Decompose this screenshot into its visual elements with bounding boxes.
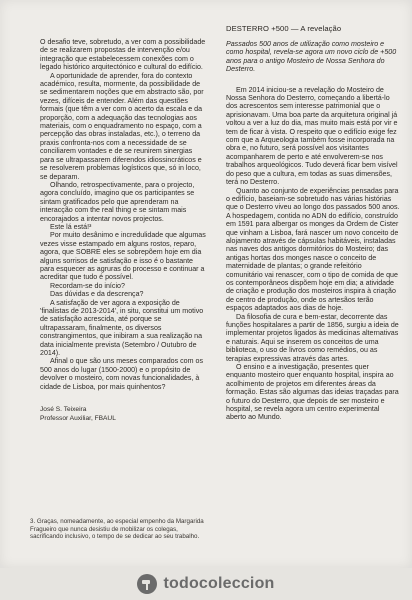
left-paragraph: Recordam-se do início? — [50, 281, 125, 290]
left-column — [40, 38, 208, 423]
author-signature — [40, 405, 208, 423]
lead-paragraph: Passados 500 anos de utilização como mosteiro e como hospital, revela-se agora um novo ciclo de +500 anos para o antigo Mosteiro de Nossa Senhora do Desterro. — [226, 40, 397, 74]
right-paragraph: Da filosofia de cura e bem-estar, decorrente das funções hospitalares a partir de 1856, surgiu a ideia de implementar projetos ligados às medicinas alternativas e naturais. Aqui se inserem os conceitos de uma biblioteca, o uso de livros como remédios, ou as terapias expressivas através das artes. — [226, 312, 399, 363]
author-name: José S. Teixeira — [40, 406, 87, 414]
right-paragraph: Quanto ao conjunto de experiências pensadas para o edifício, baseiam-se sobretudo nas várias histórias que o Desterro viveu ao longo dos passados 500 anos. A hospedagem, contida no ADN do edifício, construído em 1591 para albergar os monges da Ordem de Cister que vinham a Lisboa, fará nascer um novo conceito de alojamento através de cápsulas habitáveis, instaladas nas naves dos antigos dormitórios do Mosteiro; das antigas hortas dos monges nasce o conceito de maternidade de plantas; o grande refeitório comunitário vai renascer, com o tipo de comida de que os contemporâneos dispõem hoje em dia; a atividade de criação e produção dos mosteiros inspira à criação de centro de produção, onde os artesãos terão espaços adaptados aos dias de hoje. — [226, 186, 400, 313]
author-role: Professor Auxiliar, FBAUL — [40, 415, 116, 423]
right-paragraph: O ensino e a investigação, presentes quer enquanto mosteiro quer enquanto hospital, inspira ao acolhimento de projetos em diferentes áreas da formação. Estas são algumas das ideias traçadas para o futuro do Desterro, que depois de ser mosteiro e hospital, se revela agora um centro experimental aberto ao Mundo. — [226, 363, 399, 422]
running-header: DESTERRO +500 — A revelação — [226, 24, 342, 33]
left-paragraph: A satisfação de ver agora a exposição de 'finalistas de 2013-2014', in situ, constitui um motivo de satisfação acrescida, até porque se ultrapassaram, finalmente, os diversos constrangimentos, que inibiram a sua realização na data inicialmente prevista (Setembro / Outubro de 2014). — [40, 298, 204, 358]
hammer-icon — [137, 574, 157, 594]
watermark-text: todocoleccion — [163, 575, 275, 592]
watermark-bar — [0, 568, 412, 600]
left-paragraph: A oportunidade de aprender, fora do contexto académico, resulta, mormente, da possibilidade de se sedimentarem noções que em abstracto são, por vezes, difíceis de entender. Além das questões formais (que têm a ver com o acerto da escala e da proporção, com a adequação das tecnologias aos materiais, com o enquadramento no espaço, com a percepção das obras instaladas, etc.), o terreno da praxis confronta-nos com a necessidade de se conciliarem vontades e de se reunirem sinergias para se ultrapassarem diferendos idiossincráticos e se resolverem problemas logísticos que, só in loco, se deparam. — [40, 71, 204, 181]
left-paragraph: Este lá está!³ — [50, 222, 92, 231]
left-paragraph: Afinal o que são uns meses comparados com os 500 anos do lugar (1500-2000) e o propósito de devolver o mosteiro, com novas funcionalidades, à cidade de Lisboa, por mais quinhentos? — [40, 357, 203, 391]
right-column — [226, 24, 400, 422]
footnote: 3. Graças, nomeadamente, ao especial empenho da Margarida Fragueiro que nunca desistiu de mobilizar os colegas, sacrificando inclusivo, o tempo de se dedicar ao seu trabalho. — [30, 518, 204, 541]
left-paragraph: O desafio teve, sobretudo, a ver com a possibilidade de se realizarem propostas de intervenção e/ou integração que estabelecessem conexões com o legado histórico arquitectónico e cultural do edifício. — [40, 38, 206, 72]
right-paragraph: Em 2014 iniciou-se a revelação do Mosteiro de Nossa Senhora do Desterro, começando a libertá-lo dos acrescentos sem interesse patrimonial que o aprisionavam. Uma boa parte da arquitetura original já voltou a ver a luz do dia, mas muito mais está por vir e tem de ficar à vista. O respeito que o edifício exige fez com que a Arqueologia também fosse incorporada na obra e, no futuro, será possível aos visitantes acompanharem de perto e até envolverem-se nos trabalhos arqueológicos. Tudo deverá ficar bem visível do peso que a cultura, em todas as suas dimensões, terá no Desterro. — [226, 85, 398, 187]
left-paragraph: Por muito desânimo e incredulidade que algumas vezes visse estampado em alguns rostos, reparo, agora, que SOBRE eles se sobrepõem hoje em dia alguns sorrisos de satisfação e isso é o bastante para esquecer as agruras do processo e continuar a acreditar que tudo é possível. — [40, 231, 206, 282]
left-paragraph: Olhando, retrospectivamente, para o projecto, agora concluído, imagino que os participantes se sintam gratificados pelo que aprenderam na interacção com the real thing e se sintam mais encorajados a intentar novos projectos. — [40, 180, 195, 223]
left-paragraph: Das dúvidas e da descrença? — [50, 290, 144, 299]
